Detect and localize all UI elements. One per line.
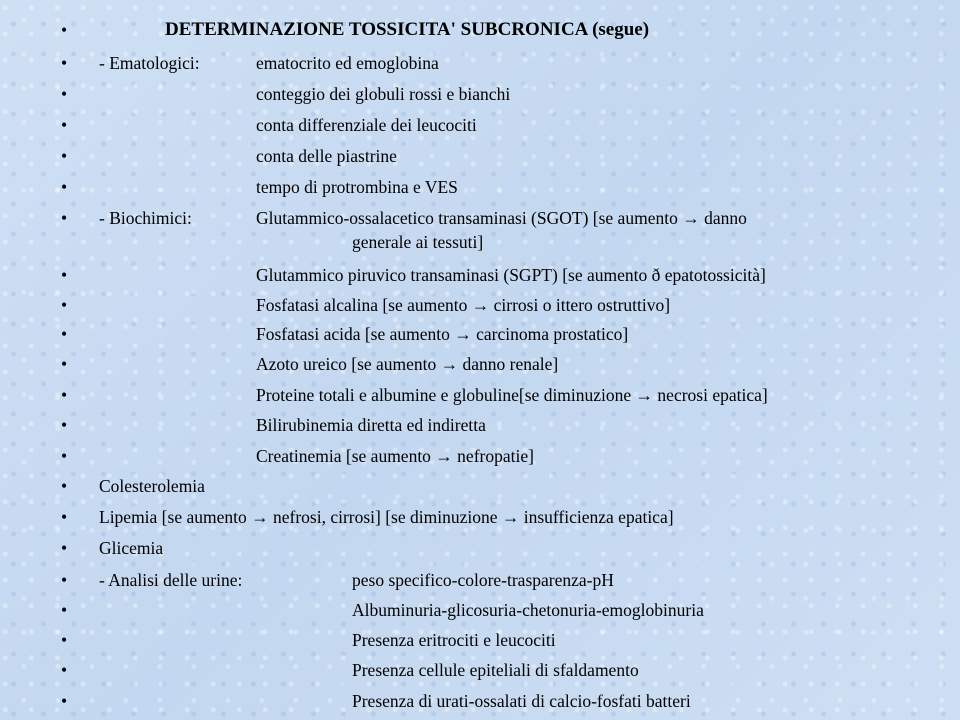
- list-item-text: Colesterolemia: [99, 476, 205, 496]
- list-item-text: conteggio dei globuli rossi e bianchi: [256, 84, 511, 104]
- bullet: •: [61, 84, 68, 104]
- list-item: [0, 82, 960, 106]
- list-item: [0, 568, 960, 592]
- list-item-text: Glutammico piruvico transaminasi (SGPT) [se aumento ð epatotossicità]: [256, 265, 766, 285]
- list-item-text: Glutammico-ossalacetico transaminasi (SGOT) [se aumento → danno: [256, 208, 747, 228]
- list-item: [0, 536, 960, 560]
- bullet: •: [61, 476, 68, 496]
- section-label-urine: - Analisi delle urine:: [99, 570, 243, 590]
- list-item: [0, 444, 960, 468]
- section-label-hematology: - Ematologici:: [99, 53, 200, 73]
- list-item-text: conta differenziale dei leucociti: [256, 115, 477, 135]
- list-item: [0, 293, 960, 317]
- list-item: [0, 598, 960, 622]
- bullet: •: [61, 385, 68, 405]
- bullet: •: [61, 630, 68, 650]
- bullet: •: [61, 415, 68, 435]
- list-item: [0, 144, 960, 168]
- list-item: [0, 352, 960, 376]
- bullet: •: [61, 507, 68, 527]
- list-item-text: Bilirubinemia diretta ed indiretta: [256, 415, 486, 435]
- list-item-text: Glicemia: [99, 538, 164, 558]
- list-item-text: conta delle piastrine: [256, 146, 397, 166]
- list-item-text: Fosfatasi alcalina [se aumento → cirrosi o ittero ostruttivo]: [256, 295, 671, 315]
- bullet: •: [61, 115, 68, 135]
- list-item: [0, 689, 960, 713]
- bullet: •: [61, 324, 68, 344]
- list-item: [0, 383, 960, 407]
- bullet: •: [61, 177, 68, 197]
- bullet: •: [61, 265, 68, 285]
- list-item-text: Azoto ureico [se aumento → danno renale]: [256, 354, 559, 374]
- list-item: [0, 322, 960, 346]
- list-item-text: Fosfatasi acida [se aumento → carcinoma prostatico]: [256, 324, 629, 344]
- list-item-text: Albuminuria-glicosuria-chetonuria-emoglobinuria: [352, 600, 704, 620]
- bullet: •: [61, 600, 68, 620]
- list-item-text: Proteine totali e albumine e globuline[se diminuzione → necrosi epatica]: [256, 385, 768, 405]
- section-label-biochemistry: - Biochimici:: [99, 208, 192, 228]
- slide-title: DETERMINAZIONE TOSSICITA' SUBCRONICA (segue): [165, 19, 650, 40]
- list-item-text: tempo di protrombina e VES: [256, 177, 458, 197]
- list-item: [0, 413, 960, 437]
- list-item-text: Presenza di urati-ossalati di calcio-fosfati batteri: [352, 691, 691, 711]
- list-item: [0, 658, 960, 682]
- bullet: •: [61, 20, 68, 40]
- list-item: [0, 175, 960, 199]
- bullet: •: [61, 446, 68, 466]
- list-item-text: peso specifico-colore-trasparenza-pH: [352, 570, 614, 590]
- list-item-continuation: generale ai tessuti]: [352, 232, 484, 252]
- list-item-text: Creatinemia [se aumento → nefropatie]: [256, 446, 534, 466]
- list-item: [0, 474, 960, 498]
- list-item: [0, 505, 960, 529]
- list-item: [0, 263, 960, 287]
- list-item: [0, 51, 960, 75]
- bullet: •: [61, 691, 68, 711]
- bullet: •: [61, 295, 68, 315]
- bullet: •: [61, 570, 68, 590]
- list-item-text: Presenza cellule epiteliali di sfaldamento: [352, 660, 639, 680]
- list-item-text: Lipemia [se aumento → nefrosi, cirrosi] [se diminuzione → insufficienza epatica]: [99, 507, 674, 527]
- bullet: •: [61, 538, 68, 558]
- bullet: •: [61, 53, 68, 73]
- bullet: •: [61, 208, 68, 228]
- list-item: [0, 628, 960, 652]
- title-row: [0, 18, 960, 42]
- list-item-text: ematocrito ed emoglobina: [256, 53, 439, 73]
- bullet: •: [61, 354, 68, 374]
- list-item: [0, 206, 960, 230]
- list-item-text: Presenza eritrociti e leucociti: [352, 630, 556, 650]
- bullet: •: [61, 146, 68, 166]
- bullet: •: [61, 660, 68, 680]
- list-item: [0, 113, 960, 137]
